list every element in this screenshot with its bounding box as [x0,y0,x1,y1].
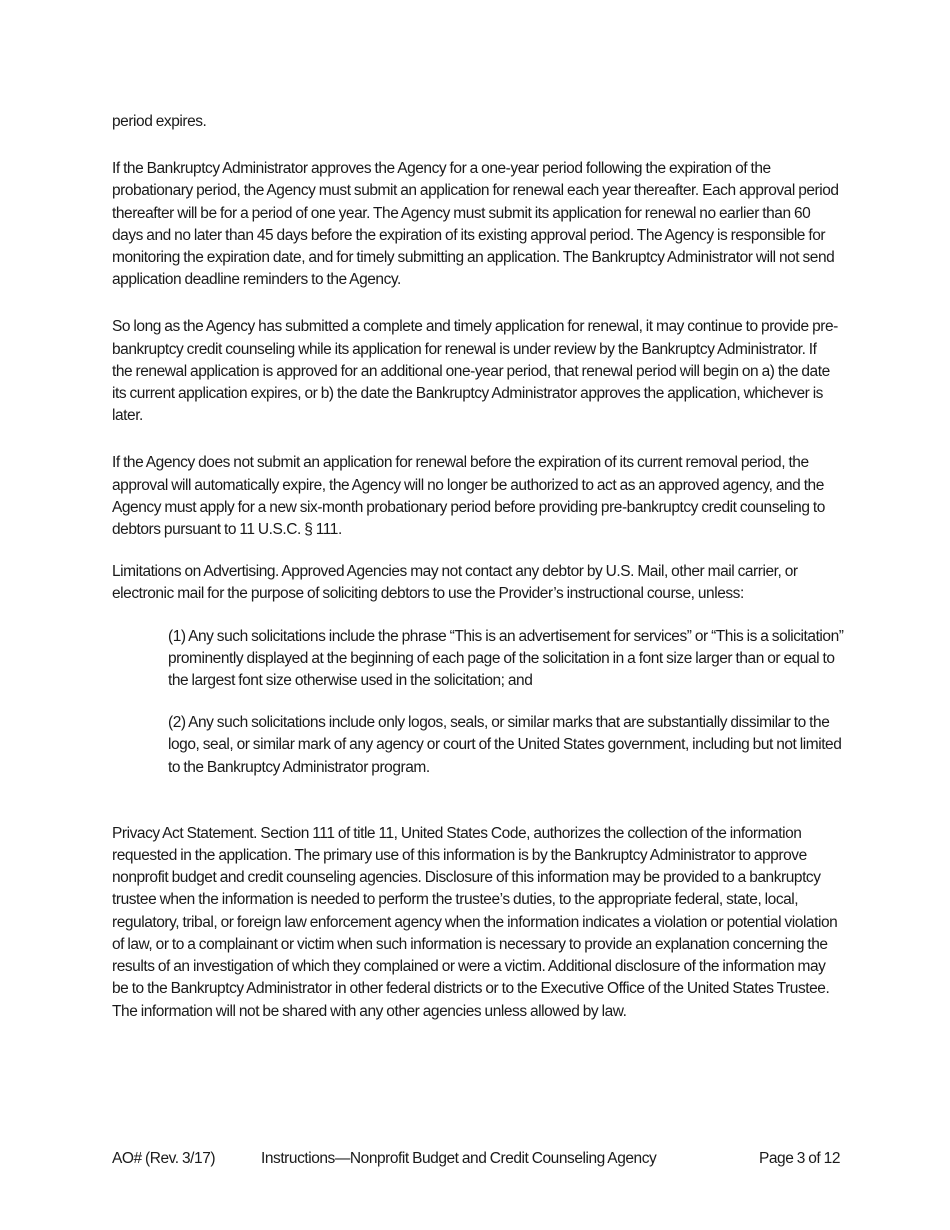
renewal-paragraph: If the Bankruptcy Administrator approves the Agency for a one-year period following the expiration of the probationary period, the Agency must submit an application for renewal each year thereafter. Each approval period thereafter will be for a period of one year. The Agency must submit its application for renewal no earlier than 60 days and no later than 45 days before the expiration of its existing approval period. The Agency is responsible for monitoring the expiration date, and for timely submitting an application. The Bankruptcy Administrator will not send application deadline reminders to the Agency. [112,160,839,289]
continuation-text: period expires. [112,113,207,130]
advertising-paragraph: Limitations on Advertising. Approved Agencies may not contact any debtor by U.S. Mail, other mail carrier, or electronic mail for the purpose of soliciting debtors to use the Provider’s instructional course, unless: [112,563,798,603]
advertising-condition-2: (2) Any such solicitations include only logos, seals, or similar marks that are substantially dissimilar to the logo, seal, or similar mark of any agency or court of the United States government, including but not limited to the Bankruptcy Administrator program. [168,714,842,776]
expiration-paragraph: If the Agency does not submit an application for renewal before the expiration of its current removal period, the approval will automatically expire, the Agency will no longer be authorized to act as an approved agency, and the Agency must apply for a new six-month probationary period before providing pre-bankruptcy credit counseling to debtors pursuant to 11 U.S.C. § 111. [112,454,825,539]
footer-page-number: Page 3 of 12 [758,1150,840,1167]
footer-form-id: AO# (Rev. 3/17) [112,1150,216,1167]
continue-service-paragraph: So long as the Agency has submitted a complete and timely application for renewal, it may continue to provide pre-bankruptcy credit counseling while its application for renewal is under review by the Bankruptcy Administrator. If the renewal application is approved for an additional one-year period, that renewal period will begin on a) the date its current application expires, or b) the date the Bankruptcy Administrator approves the application, whichever is later. [112,318,838,425]
privacy-act-paragraph: Privacy Act Statement. Section 111 of title 11, United States Code, authorizes the collection of the information requested in the application. The primary use of this information is by the Bankruptcy Administrator to approve nonprofit budget and credit counseling agencies. Disclosure of this information may be provided to a bankruptcy trustee when the information is needed to perform the trustee’s duties, to the appropriate federal, state, local, regulatory, tribal, or foreign law enforcement agency when the information indicates a violation or potential violation of law, or to a complainant or victim when such information is necessary to provide an explanation concerning the results of an investigation of which they complained or were a victim. Additional disclosure of the information may be to the Bankruptcy Administrator in other federal districts or to the Executive Office of the United States Trustee. The information will not be shared with any other agencies unless allowed by law. [112,824,838,1020]
footer-document-title: Instructions—Nonprofit Budget and Credit Counseling Agency [261,1150,657,1167]
page-footer [112,1150,840,1174]
document-body [112,108,844,1023]
advertising-condition-1: (1) Any such solicitations include the phrase “This is an advertisement for services” or “This is a solicitation” prominently displayed at the beginning of each page of the solicitation in a font size larger than or equal to the largest font size otherwise used in the solicitation; and [168,627,844,690]
